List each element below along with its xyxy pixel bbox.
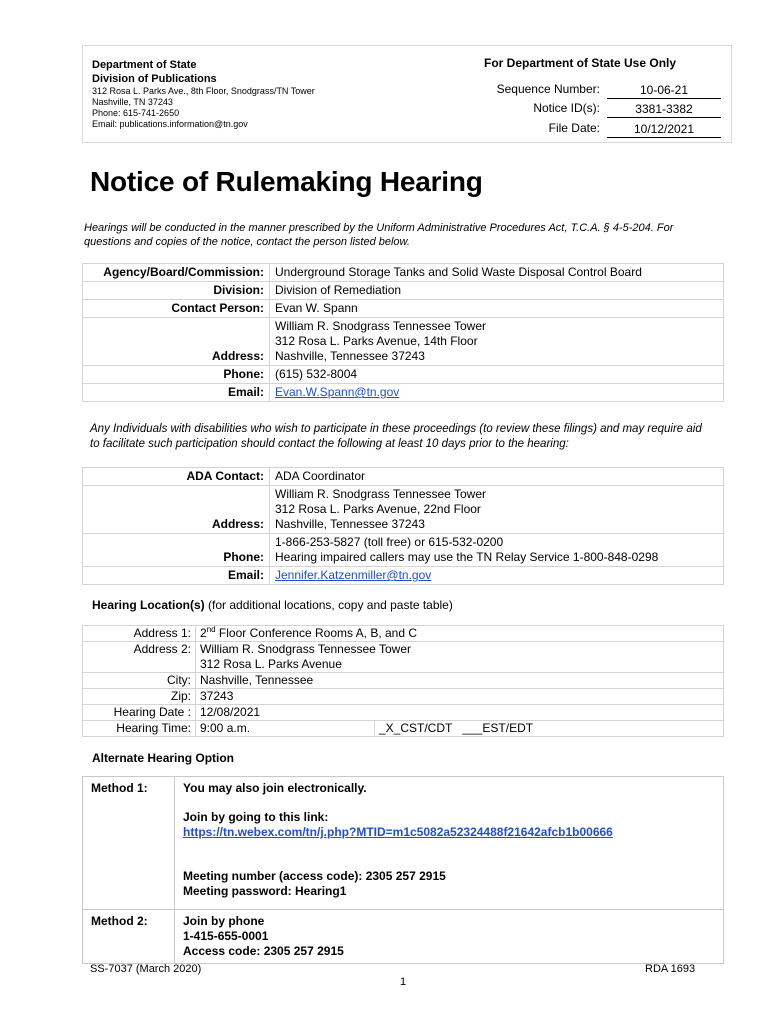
ada-address-value [270, 486, 724, 534]
method1-line1: You may also join electronically. [183, 781, 367, 795]
ada-phone-label: Phone: [83, 534, 270, 567]
hearing-location-heading [92, 598, 453, 612]
city-label: City: [83, 673, 196, 689]
contact-label: Contact Person: [83, 300, 270, 318]
address-line: William R. Snodgrass Tennessee Tower [200, 642, 411, 656]
sequence-number-label: Sequence Number: [496, 82, 600, 96]
division-name: Division of Publications [92, 73, 217, 85]
sequence-number-value: 10-06-21 [607, 82, 721, 99]
page-number: 1 [400, 976, 407, 988]
form-number: SS-7037 (March 2020) [90, 963, 202, 975]
hearing-location-title: Hearing Location(s) [92, 598, 205, 612]
method2-row [83, 910, 724, 964]
city-row [83, 673, 724, 689]
address2-value [196, 642, 724, 673]
alternate-title: Alternate Hearing Option [92, 751, 235, 765]
ada-email-row [83, 567, 724, 585]
ada-email-label: Email: [83, 567, 270, 585]
zip-row [83, 689, 724, 705]
address1-rest: Floor Conference Rooms A, B, and C [215, 626, 418, 640]
address1-label: Address 1: [83, 626, 196, 642]
address2-label: Address 2: [83, 642, 196, 673]
address-line: 312 Rosa L. Parks Avenue, 22nd Floor [275, 502, 481, 516]
method2-label: Method 2: [83, 910, 175, 964]
notice-id-row [470, 101, 722, 117]
city-value: Nashville, Tennessee [196, 673, 724, 689]
contact-email-link[interactable]: Evan.W.Spann@tn.gov [275, 385, 400, 399]
phone-line: 1-866-253-5827 (toll free) or 615-532-0200 [275, 535, 504, 549]
use-only-heading: For Department of State Use Only [484, 56, 677, 70]
time-row [83, 721, 724, 737]
address-line: 312 Rosa L. Parks Avenue, 14th Floor [275, 334, 478, 348]
intro-text: Hearings will be conducted in the manner prescribed by the Uniform Administrative Procedures Act, T.C.A. § 4-5-204. For questions and copies of the notice, contact the person listed below. [84, 222, 674, 248]
rda-number: RDA 1693 [645, 963, 696, 975]
agency-label: Agency/Board/Commission: [83, 264, 270, 282]
contact-value: Evan W. Spann [270, 300, 724, 318]
zip-label: Zip: [83, 689, 196, 705]
publisher-city: Nashville, TN 37243 [92, 97, 173, 107]
publisher-address: 312 Rosa L. Parks Ave., 8th Floor, Snodgrass/TN Tower [92, 86, 315, 96]
notice-id-label: Notice ID(s): [533, 101, 600, 115]
agency-table [82, 263, 724, 402]
phone-label: Phone: [83, 366, 270, 384]
hearing-location-note: (for additional locations, copy and paste table) [204, 598, 453, 612]
address2-row [83, 642, 724, 673]
method1-details [175, 777, 724, 910]
date-label: Hearing Date : [83, 705, 196, 721]
address-line: William R. Snodgrass Tennessee Tower [275, 319, 486, 333]
time-value: 9:00 a.m. [196, 721, 375, 737]
ada-contact-row [83, 468, 724, 486]
contact-row [83, 300, 724, 318]
ada-address-label: Address: [83, 486, 270, 534]
notice-id-value: 3381-3382 [607, 101, 721, 118]
address-row [83, 318, 724, 366]
phone-line: Hearing impaired callers may use the TN Relay Service 1-800-848-0298 [275, 550, 659, 564]
address-label: Address: [83, 318, 270, 366]
address1-row [83, 626, 724, 642]
date-value: 12/08/2021 [196, 705, 724, 721]
file-date-label: File Date: [548, 121, 600, 135]
time-label: Hearing Time: [83, 721, 196, 737]
email-label: Email: [83, 384, 270, 402]
publisher-email: Email: publications.information@tn.gov [92, 119, 248, 129]
est-option: ___EST/EDT [462, 721, 534, 735]
method2-details [175, 910, 724, 964]
ada-phone-row [83, 534, 724, 567]
meeting-password: Meeting password: Hearing1 [183, 884, 347, 898]
agency-row [83, 264, 724, 282]
email-row [83, 384, 724, 402]
publisher-phone: Phone: 615-741-2650 [92, 108, 180, 118]
cst-option: _X_CST/CDT [379, 721, 453, 735]
disability-notice: Any Individuals with disabilities who wish to participate in these proceedings (to review these filings) and may require aid to facilitate such participation should contact the following at least 10 days prior to the hearing: [90, 423, 702, 450]
alternate-table [82, 776, 724, 964]
agency-value: Underground Storage Tanks and Solid Waste Disposal Control Board [270, 264, 724, 282]
department-name: Department of State [92, 59, 197, 71]
address-line: William R. Snodgrass Tennessee Tower [275, 487, 486, 501]
division-value: Division of Remediation [270, 282, 724, 300]
method1-label: Method 1: [83, 777, 175, 910]
address1-value [196, 626, 724, 642]
ada-email-link[interactable]: Jennifer.Katzenmiller@tn.gov [275, 568, 432, 582]
method1-link-intro: Join by going to this link: [183, 810, 329, 824]
division-row [83, 282, 724, 300]
ada-phone-value [270, 534, 724, 567]
meeting-number: Meeting number (access code): 2305 257 2915 [183, 869, 446, 883]
method2-line: Access code: 2305 257 2915 [183, 944, 344, 958]
webex-link[interactable]: https://tn.webex.com/tn/j.php?MTID=m1c5082a52324488f21642afcb1b00666 [183, 825, 613, 839]
timezone-cell [375, 721, 724, 737]
ada-table [82, 467, 724, 585]
address1-suffix: nd [206, 625, 216, 634]
method2-line: Join by phone [183, 914, 265, 928]
alternate-heading [92, 751, 234, 765]
zip-value: 37243 [196, 689, 724, 705]
page-title: Notice of Rulemaking Hearing [90, 166, 483, 197]
address-line: 312 Rosa L. Parks Avenue [200, 657, 342, 671]
phone-row [83, 366, 724, 384]
address-line: Nashville, Tennessee 37243 [275, 349, 425, 363]
hearing-location-table [82, 625, 724, 737]
date-row [83, 705, 724, 721]
address-line: Nashville, Tennessee 37243 [275, 517, 425, 531]
method2-line: 1-415-655-0001 [183, 929, 269, 943]
ada-contact-value: ADA Coordinator [270, 468, 724, 486]
division-label: Division: [83, 282, 270, 300]
publisher-block [92, 58, 315, 130]
address1-ordinal: 2 [200, 626, 207, 640]
file-date-row [470, 121, 722, 137]
sequence-number-row [470, 82, 722, 98]
method1-row [83, 777, 724, 910]
ada-address-row [83, 486, 724, 534]
file-date-value: 10/12/2021 [607, 121, 721, 138]
ada-contact-label: ADA Contact: [83, 468, 270, 486]
phone-value: (615) 532-8004 [270, 366, 724, 384]
address-value [270, 318, 724, 366]
